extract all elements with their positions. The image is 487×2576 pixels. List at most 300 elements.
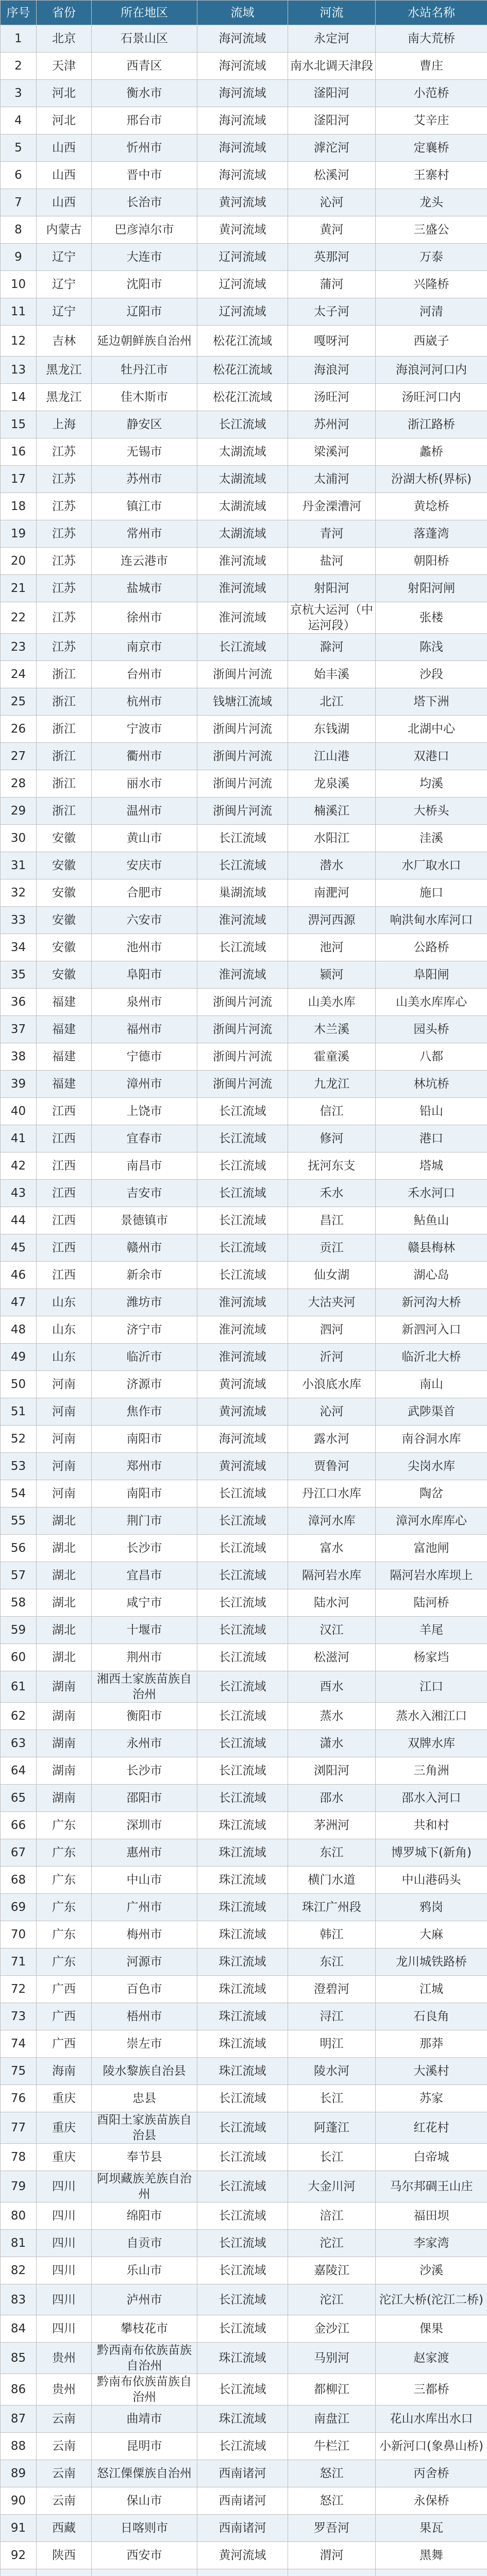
cell-region: 深圳市 — [92, 1812, 197, 1839]
cell-index: 20 — [1, 548, 37, 575]
cell-province: 辽宁 — [37, 244, 92, 271]
cell-region: 上饶市 — [92, 1098, 197, 1125]
cell-station: 黑舞 — [376, 2542, 487, 2569]
cell-region: 阿坝藏族羌族自治州 — [92, 2171, 197, 2202]
cell-station: 落蓬湾 — [376, 520, 487, 548]
table-row — [1, 1921, 487, 1948]
cell-region: 昆明市 — [92, 2433, 197, 2460]
cell-station: 小新河口(象鼻山桥) — [376, 2433, 487, 2460]
cell-river: 怒江 — [288, 2487, 376, 2515]
cell-region: 延边朝鲜族自治州 — [92, 326, 197, 357]
cell-province: 山东 — [37, 1344, 92, 1371]
cell-index: 3 — [1, 80, 37, 107]
cell-station: 洼溪 — [376, 825, 487, 852]
cell-index: 42 — [1, 1153, 37, 1180]
table-row — [1, 1071, 487, 1098]
cell-basin: 海河流域 — [197, 53, 288, 80]
cell-river: 滹沱河 — [288, 134, 376, 162]
cell-river: 抚河东支 — [288, 1153, 376, 1180]
cell-province: 河南 — [37, 1480, 92, 1507]
cell-region: 南京市 — [92, 634, 197, 661]
cell-province: 云南 — [37, 2433, 92, 2460]
cell-basin: 珠江流域 — [197, 1839, 288, 1867]
cell-basin: 太湖流域 — [197, 466, 288, 493]
cell-region: 静安区 — [92, 411, 197, 438]
cell-region: 邢台市 — [92, 107, 197, 134]
cell-river: 茅洲河 — [288, 1812, 376, 1839]
cell-basin: 珠江流域 — [197, 1921, 288, 1948]
cell-river: 九龙江 — [288, 1071, 376, 1098]
cell-index: 64 — [1, 1757, 37, 1785]
cell-region: 梧州市 — [92, 2003, 197, 2030]
column-header-basin: 流域 — [197, 1, 288, 25]
cell-region: 郑州市 — [92, 1453, 197, 1480]
table-row — [1, 1426, 487, 1453]
cell-station: 塔下洲 — [376, 688, 487, 716]
table-row — [1, 1153, 487, 1180]
cell-index: 44 — [1, 1207, 37, 1234]
cell-station: 海浪河河口内 — [376, 357, 487, 384]
cell-river: 始丰溪 — [288, 661, 376, 688]
table-row — [1, 1671, 487, 1703]
table-row — [1, 1262, 487, 1289]
cell-basin: 松花江流域 — [197, 384, 288, 411]
table-row — [1, 1948, 487, 1976]
cell-basin: 黄河流域 — [197, 216, 288, 244]
table-row — [1, 493, 487, 520]
cell-region: 崇左市 — [92, 2030, 197, 2058]
column-header-region: 所在地区 — [92, 1, 197, 25]
cell-station: 果瓦 — [376, 2515, 487, 2542]
cell-region: 合肥市 — [92, 879, 197, 907]
cell-river: 海浪河 — [288, 357, 376, 384]
cell-region: 自贡市 — [92, 2230, 197, 2257]
cell-station: 响洪甸水库河口 — [376, 907, 487, 934]
cell-river: 浏阳河 — [288, 1757, 376, 1785]
cell-river: 水阳江 — [288, 825, 376, 852]
table-row — [1, 107, 487, 134]
cell-basin: 珠江流域 — [197, 2058, 288, 2085]
cell-index: 91 — [1, 2515, 37, 2542]
cell-river: 贾鲁河 — [288, 1453, 376, 1480]
cell-river: 沁河 — [288, 189, 376, 216]
cell-river: 富水 — [288, 1535, 376, 1562]
cell-station: 南山 — [376, 1371, 487, 1398]
cell-river: 马别河 — [288, 2343, 376, 2374]
table-row — [1, 852, 487, 879]
cell-station: 汤旺河口内 — [376, 384, 487, 411]
cell-basin: 淮河流域 — [197, 1344, 288, 1371]
cell-province: 四川 — [37, 2230, 92, 2257]
cell-station: 大麻 — [376, 1921, 487, 1948]
cell-region — [92, 2569, 197, 2576]
cell-river: 汤旺河 — [288, 384, 376, 411]
cell-station: 临沂北大桥 — [376, 1344, 487, 1371]
table-header — [1, 1, 487, 25]
cell-basin: 长江流域 — [197, 1234, 288, 1262]
cell-province: 浙江 — [37, 743, 92, 770]
cell-river: 京杭大运河（中运河段） — [288, 602, 376, 634]
cell-province: 广东 — [37, 1948, 92, 1976]
cell-station: 林坑桥 — [376, 1071, 487, 1098]
cell-river: 酉水 — [288, 1671, 376, 1703]
cell-basin: 长江流域 — [197, 852, 288, 879]
cell-station: 河清 — [376, 298, 487, 326]
table-row — [1, 438, 487, 466]
cell-province: 四川 — [37, 2315, 92, 2343]
cell-river: 长江 — [288, 2085, 376, 2112]
table-row — [1, 879, 487, 907]
table-row — [1, 1180, 487, 1207]
cell-river: 梁溪河 — [288, 438, 376, 466]
cell-region: 吉安市 — [92, 1180, 197, 1207]
cell-river: 射阳河 — [288, 575, 376, 602]
cell-region: 常州市 — [92, 520, 197, 548]
cell-basin: 浙闽片河流 — [197, 989, 288, 1016]
cell-province: 云南 — [37, 2405, 92, 2433]
cell-river: 蒲河 — [288, 271, 376, 298]
cell-station: 尖岗水库 — [376, 1453, 487, 1480]
cell-basin: 辽河流域 — [197, 271, 288, 298]
cell-station: 双牌水库 — [376, 1730, 487, 1757]
cell-basin: 辽河流域 — [197, 244, 288, 271]
cell-region: 六安市 — [92, 907, 197, 934]
cell-basin: 长江流域 — [197, 1480, 288, 1507]
cell-basin: 海河流域 — [197, 134, 288, 162]
table-row — [1, 1757, 487, 1785]
cell-province: 江西 — [37, 1180, 92, 1207]
table-row — [1, 1894, 487, 1921]
cell-station: 蒸水入湘江口 — [376, 1703, 487, 1730]
cell-station: 陈浅 — [376, 634, 487, 661]
cell-basin: 松花江流域 — [197, 357, 288, 384]
cell-region: 景德镇市 — [92, 1207, 197, 1234]
cell-province: 湖北 — [37, 1562, 92, 1589]
cell-index: 50 — [1, 1371, 37, 1398]
cell-index: 43 — [1, 1180, 37, 1207]
cell-province: 山东 — [37, 1316, 92, 1344]
table-row — [1, 1398, 487, 1426]
column-header-river: 河流 — [288, 1, 376, 25]
table-row — [1, 1371, 487, 1398]
table-row — [1, 1016, 487, 1043]
cell-basin: 钱塘江流域 — [197, 688, 288, 716]
cell-region: 荆州市 — [92, 1644, 197, 1671]
cell-station: 马尔邦碉王山庄 — [376, 2171, 487, 2202]
table-row — [1, 2085, 487, 2112]
cell-basin: 长江流域 — [197, 1125, 288, 1153]
cell-basin: 长江流域 — [197, 2171, 288, 2202]
cell-index: 13 — [1, 357, 37, 384]
cell-river: 邵水 — [288, 1785, 376, 1812]
cell-station: 丙舍桥 — [376, 2460, 487, 2487]
cell-river: 怒江 — [288, 2460, 376, 2487]
cell-station: 三都桥 — [376, 2374, 487, 2405]
cell-province: 浙江 — [37, 798, 92, 825]
cell-region: 陵水黎族自治县 — [92, 2058, 197, 2085]
cell-river: 盐河 — [288, 548, 376, 575]
cell-river — [288, 2569, 376, 2576]
cell-index: 49 — [1, 1344, 37, 1371]
cell-station: 园头桥 — [376, 1016, 487, 1043]
table-row — [1, 548, 487, 575]
table-row — [1, 961, 487, 989]
cell-province: 湖南 — [37, 1785, 92, 1812]
cell-region: 黔南布依族苗族自治州 — [92, 2374, 197, 2405]
cell-station: 小范桥 — [376, 80, 487, 107]
cell-region: 梅州市 — [92, 1921, 197, 1948]
cell-basin: 淮河流域 — [197, 602, 288, 634]
cell-river: 苏州河 — [288, 411, 376, 438]
cell-region: 牡丹江市 — [92, 357, 197, 384]
cell-station: 双港口 — [376, 743, 487, 770]
cell-station: 石良角 — [376, 2003, 487, 2030]
cell-province: 贵州 — [37, 2343, 92, 2374]
cell-station: 羊尾 — [376, 1617, 487, 1644]
cell-index: 15 — [1, 411, 37, 438]
cell-basin: 黄河流域 — [197, 1453, 288, 1480]
table-row — [1, 2460, 487, 2487]
cell-index: 18 — [1, 493, 37, 520]
cell-index: 47 — [1, 1289, 37, 1316]
cell-province: 黑龙江 — [37, 357, 92, 384]
cell-station: 富池闸 — [376, 1535, 487, 1562]
table-row — [1, 602, 487, 634]
cell-index: 67 — [1, 1839, 37, 1867]
cell-region: 黔西南布依族苗族自治州 — [92, 2343, 197, 2374]
cell-river: 陵水河 — [288, 2058, 376, 2085]
cell-region: 漳州市 — [92, 1071, 197, 1098]
cell-region: 长沙市 — [92, 1757, 197, 1785]
cell-index: 4 — [1, 107, 37, 134]
cell-region: 池州市 — [92, 934, 197, 961]
cell-basin — [197, 2569, 288, 2576]
cell-station: 水厂取水口 — [376, 852, 487, 879]
cell-province: 湖北 — [37, 1507, 92, 1535]
cell-river: 东江 — [288, 1948, 376, 1976]
cell-basin: 长江流域 — [197, 2315, 288, 2343]
cell-index: 37 — [1, 1016, 37, 1043]
cell-region: 南阳市 — [92, 1426, 197, 1453]
cell-river: 韩江 — [288, 1921, 376, 1948]
cell-basin: 长江流域 — [197, 1589, 288, 1617]
cell-region: 宁德市 — [92, 1043, 197, 1071]
cell-province: 海南 — [37, 2058, 92, 2085]
cell-index: 74 — [1, 2030, 37, 2058]
cell-index: 83 — [1, 2284, 37, 2315]
cell-station: 那莽 — [376, 2030, 487, 2058]
cell-station: 武陟渠首 — [376, 1398, 487, 1426]
cell-index — [1, 2569, 37, 2576]
cell-river: 金沙江 — [288, 2315, 376, 2343]
cell-river: 蒸水 — [288, 1703, 376, 1730]
cell-index: 8 — [1, 216, 37, 244]
cell-province: 四川 — [37, 2171, 92, 2202]
cell-province: 四川 — [37, 2257, 92, 2284]
cell-province: 云南 — [37, 2460, 92, 2487]
cell-basin: 浙闽片河流 — [197, 1016, 288, 1043]
cell-index: 36 — [1, 989, 37, 1016]
cell-province: 江苏 — [37, 493, 92, 520]
cell-index: 56 — [1, 1535, 37, 1562]
cell-station: 博罗城下(新角) — [376, 1839, 487, 1867]
cell-index: 84 — [1, 2315, 37, 2343]
cell-basin: 淮河流域 — [197, 1289, 288, 1316]
cell-province: 广东 — [37, 1894, 92, 1921]
table-row — [1, 1812, 487, 1839]
cell-river: 罗吾河 — [288, 2515, 376, 2542]
cell-river: 江山港 — [288, 743, 376, 770]
table-row — [1, 934, 487, 961]
cell-river: 漳河水库 — [288, 1507, 376, 1535]
cell-index: 26 — [1, 716, 37, 743]
cell-index: 6 — [1, 162, 37, 189]
cell-province: 湖北 — [37, 1617, 92, 1644]
cell-region: 安庆市 — [92, 852, 197, 879]
cell-province: 广东 — [37, 1839, 92, 1867]
cell-region: 临沂市 — [92, 1344, 197, 1371]
cell-province: 浙江 — [37, 716, 92, 743]
cell-index: 10 — [1, 271, 37, 298]
cell-station: 花山水库出水口 — [376, 2405, 487, 2433]
cell-river: 嘉陵江 — [288, 2257, 376, 2284]
cell-province: 贵州 — [37, 2374, 92, 2405]
cell-river: 颍河 — [288, 961, 376, 989]
cell-station: 大桥头 — [376, 798, 487, 825]
cell-station: 陶岔 — [376, 1480, 487, 1507]
table-row — [1, 1043, 487, 1071]
cell-index: 70 — [1, 1921, 37, 1948]
cell-basin: 海河流域 — [197, 80, 288, 107]
cell-station: 蠡桥 — [376, 438, 487, 466]
cell-region: 无锡市 — [92, 438, 197, 466]
cell-index: 63 — [1, 1730, 37, 1757]
cell-station: 张楼 — [376, 602, 487, 634]
cell-basin: 松花江流域 — [197, 326, 288, 357]
cell-river: 嘎呀河 — [288, 326, 376, 357]
cell-index: 58 — [1, 1589, 37, 1617]
cell-province: 河南 — [37, 1371, 92, 1398]
table-row — [1, 80, 487, 107]
cell-index: 69 — [1, 1894, 37, 1921]
cell-river: 潜水 — [288, 852, 376, 879]
cell-station: 大溪村 — [376, 2058, 487, 2085]
cell-region: 邵阳市 — [92, 1785, 197, 1812]
column-header-station: 水站名称 — [376, 1, 487, 25]
cell-province: 安徽 — [37, 825, 92, 852]
cell-region: 盐城市 — [92, 575, 197, 602]
cell-index: 16 — [1, 438, 37, 466]
cell-region: 巴彦淖尔市 — [92, 216, 197, 244]
cell-province: 广西 — [37, 2030, 92, 2058]
table-row — [1, 2343, 487, 2374]
cell-basin: 浙闽片河流 — [197, 716, 288, 743]
table-row — [1, 1562, 487, 1589]
cell-river: 南盘江 — [288, 2405, 376, 2433]
cell-index: 27 — [1, 743, 37, 770]
cell-station: 铅山 — [376, 1098, 487, 1125]
cell-index: 48 — [1, 1316, 37, 1344]
table-row — [1, 2202, 487, 2230]
cell-basin: 黄河流域 — [197, 2542, 288, 2569]
cell-river: 南水北调天津段 — [288, 53, 376, 80]
cell-province: 山东 — [37, 1289, 92, 1316]
cell-station: 赣县梅林 — [376, 1234, 487, 1262]
table-row — [1, 2230, 487, 2257]
cell-province: 安徽 — [37, 961, 92, 989]
cell-index: 25 — [1, 688, 37, 716]
cell-basin: 长江流域 — [197, 2144, 288, 2171]
cell-river: 小浪底水库 — [288, 1371, 376, 1398]
cell-basin: 浙闽片河流 — [197, 1043, 288, 1071]
cell-river: 潇水 — [288, 1730, 376, 1757]
cell-province: 浙江 — [37, 661, 92, 688]
cell-basin: 长江流域 — [197, 1617, 288, 1644]
cell-river: 淠河西源 — [288, 907, 376, 934]
cell-province: 福建 — [37, 989, 92, 1016]
cell-basin: 长江流域 — [197, 825, 288, 852]
cell-station: 曹庄 — [376, 53, 487, 80]
cell-region: 赣州市 — [92, 1234, 197, 1262]
cell-region: 济源市 — [92, 1371, 197, 1398]
cell-index: 12 — [1, 326, 37, 357]
cell-index: 11 — [1, 298, 37, 326]
cell-station: 漳河水库库心 — [376, 1507, 487, 1535]
cell-basin: 珠江流域 — [197, 2030, 288, 2058]
cell-index: 57 — [1, 1562, 37, 1589]
cell-river: 澄碧河 — [288, 1976, 376, 2003]
cell-province: 云南 — [37, 2487, 92, 2515]
table-row — [1, 411, 487, 438]
cell-region: 曲靖市 — [92, 2405, 197, 2433]
cell-province: 安徽 — [37, 879, 92, 907]
cell-basin: 浙闽片河流 — [197, 743, 288, 770]
cell-river: 陆水河 — [288, 1589, 376, 1617]
cell-index: 39 — [1, 1071, 37, 1098]
cell-index: 89 — [1, 2460, 37, 2487]
cell-province: 河南 — [37, 1398, 92, 1426]
cell-region: 河源市 — [92, 1948, 197, 1976]
cell-station: 隔河岩水库坝上 — [376, 1562, 487, 1589]
cell-station: 共和村 — [376, 1812, 487, 1839]
cell-index: 76 — [1, 2085, 37, 2112]
cell-basin: 长江流域 — [197, 1535, 288, 1562]
cell-index: 61 — [1, 1671, 37, 1703]
cell-river: 木兰溪 — [288, 1016, 376, 1043]
table-row — [1, 1125, 487, 1153]
cell-index: 55 — [1, 1507, 37, 1535]
cell-river: 丹江口水库 — [288, 1480, 376, 1507]
cell-province: 北京 — [37, 25, 92, 53]
table-row — [1, 25, 487, 53]
cell-region: 绵阳市 — [92, 2202, 197, 2230]
cell-index: 31 — [1, 852, 37, 879]
cell-station: 朝阳桥 — [376, 548, 487, 575]
cell-basin: 长江流域 — [197, 2230, 288, 2257]
cell-station: 西崴子 — [376, 326, 487, 357]
cell-region: 宜春市 — [92, 1125, 197, 1153]
cell-index: 54 — [1, 1480, 37, 1507]
cell-river: 楠溪江 — [288, 798, 376, 825]
cell-province: 福建 — [37, 1071, 92, 1098]
cell-index: 87 — [1, 2405, 37, 2433]
cell-basin: 珠江流域 — [197, 2003, 288, 2030]
table-row — [1, 661, 487, 688]
cell-station: 陆河桥 — [376, 1589, 487, 1617]
cell-station: 禾水河口 — [376, 1180, 487, 1207]
cell-province: 江苏 — [37, 548, 92, 575]
cell-index: 78 — [1, 2144, 37, 2171]
